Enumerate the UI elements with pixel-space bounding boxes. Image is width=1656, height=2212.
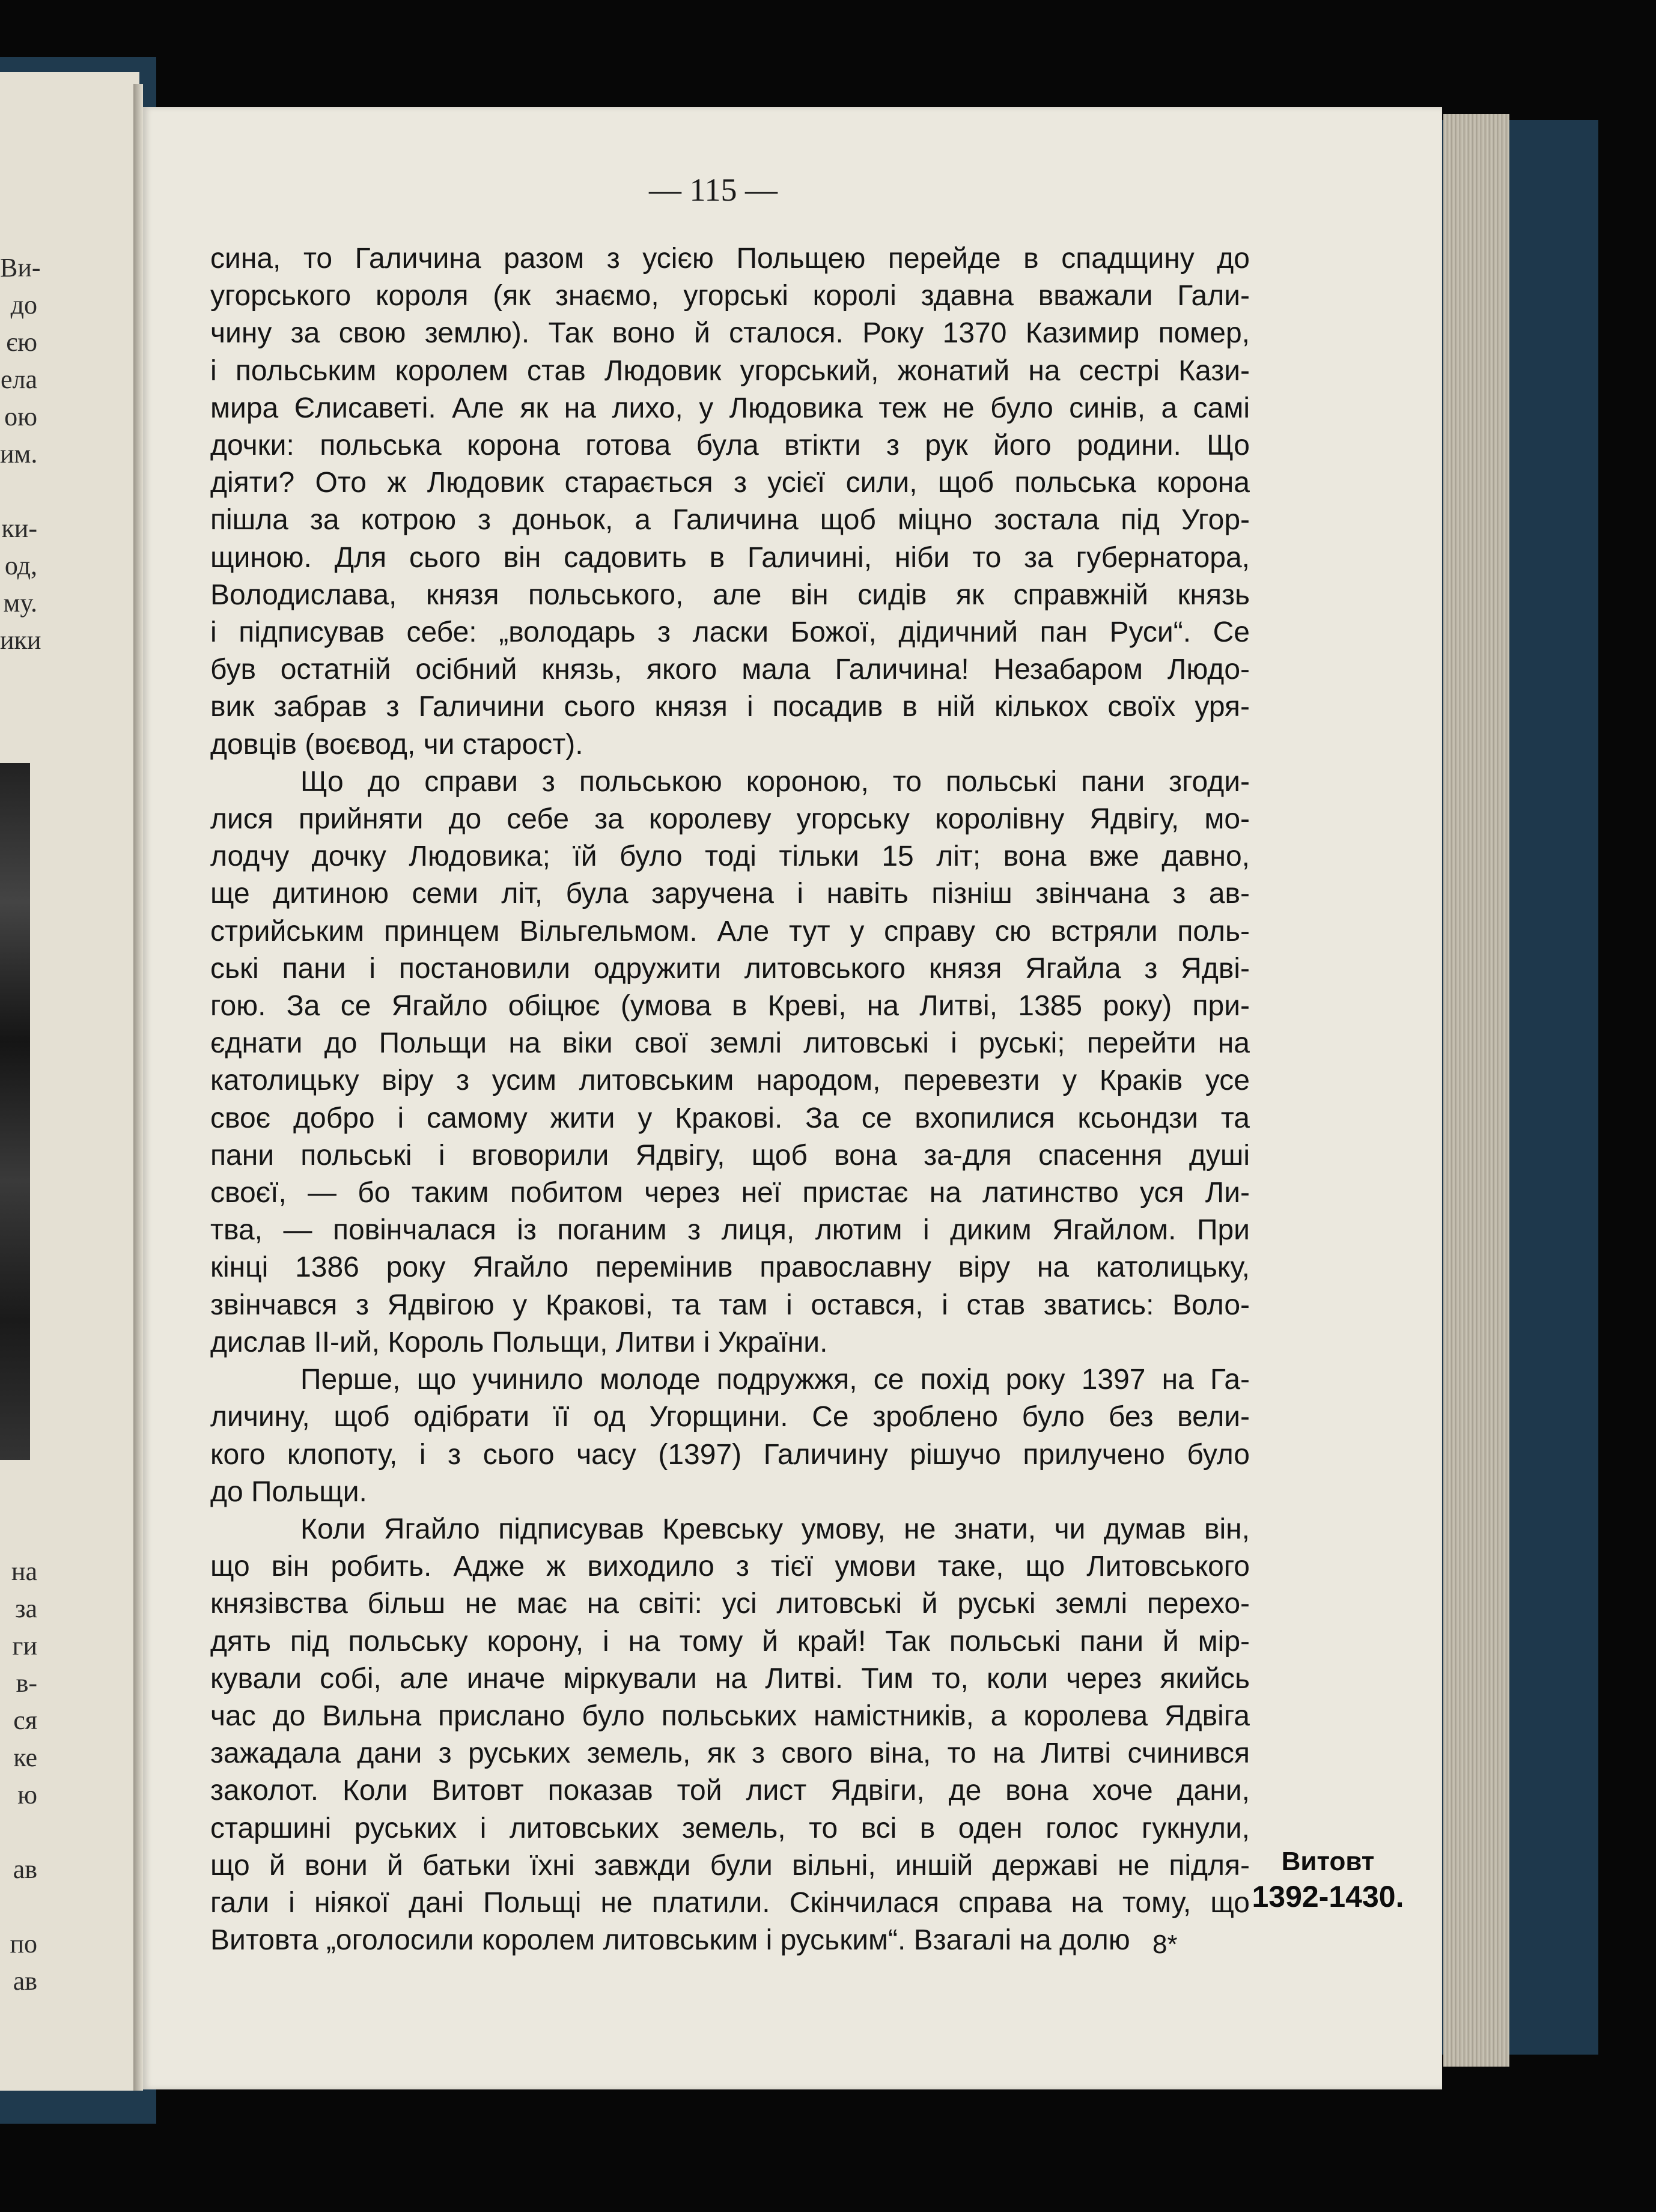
text-line: кували собі, але иначе міркували на Литві. Тим то, коли через якийсь — [210, 1662, 1250, 1695]
left-page-fragment: од, — [4, 551, 37, 580]
margin-note-years: 1392-1430. — [1252, 1880, 1404, 1913]
paragraph — [210, 240, 1250, 764]
text-line: своє добро і самому жити у Кракові. За се вхопилися ксьондзи та — [210, 1102, 1250, 1134]
text-line: лися прийняти до себе за королеву угорську королівну Ядвігу, мо- — [210, 803, 1250, 836]
text-line: ські пани і постановили одружити литовського князя Ягайла з Ядві- — [210, 952, 1250, 985]
text-line: єднати до Польщи на віки свої землі литовські і руські; перейти на — [210, 1027, 1250, 1060]
text-line: кого клопоту, і з сього часу (1397) Галичину рішучо прилучено було — [210, 1438, 1250, 1471]
left-page-fragment: в- — [16, 1668, 37, 1698]
text-line: зажадала дани з руських земель, як з свого віна, то на Литві счинився — [210, 1737, 1250, 1770]
text-line: що й вони й батьки їхні завжди були вільні, иншій державі не підля- — [210, 1849, 1250, 1882]
text-line: вик забрав з Галичини сього князя і посадив в ній кількох своїх уря- — [210, 691, 1250, 723]
page-edges — [1443, 114, 1509, 2067]
text-line: ще дитиною семи літ, була заручена і навіть пізніш звінчана з ав- — [210, 878, 1250, 910]
left-page-fragment: ю — [17, 1780, 37, 1809]
text-line: Володислава, князя польського, але він сидів як справжній князь — [210, 579, 1250, 611]
text-line: чину за свою землю). Так воно й сталося. Року 1370 Казимир помер, — [210, 317, 1250, 350]
text-line: довців (воєвод, чи старост). — [210, 728, 583, 761]
text-line: і польським королем став Людовик угорський, жонатий на сестрі Кази- — [210, 354, 1250, 387]
text-line: що він робить. Адже ж виходило з тієї умови таке, що Литовського — [210, 1551, 1250, 1583]
text-line: до Польщи. — [210, 1475, 367, 1508]
left-page-fragment: ав — [13, 1855, 37, 1884]
signature-mark: 8* — [1152, 1930, 1178, 1959]
text-line: угорського короля (як знаємо, угорські королі здавна вважали Гали- — [210, 280, 1250, 312]
text-line: дочки: польська корона готова була втікти з рук його родини. Що — [210, 430, 1250, 462]
left-page-fragment: ги — [12, 1631, 37, 1661]
book-gutter — [133, 84, 143, 2091]
left-page — [0, 72, 139, 2091]
left-page-fragment: ке — [13, 1743, 37, 1772]
left-page-fragment: єю — [6, 327, 37, 357]
left-page-photo — [0, 763, 30, 1460]
text-line: стрийським принцем Вільгельмом. Але тут у справу сю встряли поль- — [210, 915, 1250, 947]
text-line: личину, щоб одібрати її од Угорщини. Се зроблено було без вели- — [210, 1401, 1250, 1433]
left-page-fragment: ела — [0, 365, 37, 394]
text-line: пішла за котрою з доньок, а Галичина щоб міцно зостала під Угор- — [210, 504, 1250, 536]
text-line: звінчався з Ядвігою у Кракові, та там і остався, і став зватись: Воло- — [210, 1289, 1250, 1321]
text-line: діяти? Ото ж Людовик старається з усієї сили, щоб польська корона — [210, 467, 1250, 499]
text-line: гали і ніякої дані Польщі не платили. Скінчилася справа на тому, що — [210, 1886, 1250, 1919]
text-line: Витовта „оголосили королем литовським і руським“. Взагалі на долю — [210, 1924, 1130, 1957]
text-line: час до Вильна прислано було польських намістників, а королева Ядвіга — [210, 1700, 1250, 1732]
text-line: Що до справи з польською короною, то польські пани згоди- — [300, 765, 1250, 798]
text-line: щиною. Для сього він садовить в Галичині, ніби то за губернатора, — [210, 541, 1250, 574]
margin-note-name: Витовт — [1281, 1847, 1375, 1876]
left-page-fragment: ки- — [1, 514, 37, 543]
body-text — [210, 240, 1250, 1959]
text-line: дять під польську корону, і на тому й край! Так польські пани й мір- — [210, 1625, 1250, 1657]
text-line: Коли Ягайло підписував Кревську умову, не знати, чи думав він, — [300, 1513, 1250, 1545]
text-line: католицьку віру з усим литовським народом, перевезти у Краків усе — [210, 1065, 1250, 1097]
paragraph — [210, 1361, 1250, 1511]
left-page-fragment: за — [15, 1594, 37, 1623]
text-line: був остатній осібний князь, якого мала Галичина! Незабаром Людо- — [210, 654, 1250, 686]
text-line: гою. За се Ягайло обіцює (умова в Креві, на Литві, 1385 року) при- — [210, 990, 1250, 1022]
left-page-fragment: ою — [4, 402, 37, 431]
text-line: сина, то Галичина разом з усією Польщею перейде в спадщину до — [210, 243, 1250, 275]
left-page-fragment: на — [11, 1557, 37, 1586]
text-line: лодчу дочку Людовика; їй було тоді тільки 15 літ; вона вже давно, — [210, 840, 1250, 873]
paragraph — [210, 764, 1250, 1361]
text-line: заколот. Коли Витовт показав той лист Ядвіги, де вона хоче дани, — [210, 1775, 1250, 1807]
text-line: кінці 1386 року Ягайло перемінив православну віру на католицьку, — [210, 1251, 1250, 1284]
left-page-fragment: му. — [3, 588, 37, 618]
text-line: мира Єлисаветі. Але як на лихо, у Людовика теж не було синів, а самі — [210, 392, 1250, 424]
text-line: старшині руських і литовських земель, то всі в оден голос гукнули, — [210, 1812, 1250, 1844]
left-page-fragment: ся — [13, 1706, 37, 1735]
text-line: дислав II-ий, Король Польщи, Литви і України. — [210, 1326, 828, 1358]
text-line: пани польські і вговорили Ядвігу, щоб вона за-для спасення душі — [210, 1139, 1250, 1171]
text-line: і підписував себе: „володарь з ласки Божої, дідичний пан Руси“. Се — [210, 616, 1250, 649]
left-page-fragment: ики — [0, 625, 41, 655]
left-page-fragment: ав — [13, 1966, 37, 1996]
text-line: своєї, — бо таким побитом через неї пристає на латинство уся Ли- — [210, 1177, 1250, 1209]
left-page-fragment: им. — [0, 439, 38, 469]
text-line: Перше, що учинило молоде подружжя, се похід року 1397 на Га- — [300, 1364, 1250, 1396]
left-page-fragment: по — [10, 1929, 37, 1958]
left-page-fragment: Ви- — [0, 253, 41, 282]
text-line: тва, — повінчалася із поганим з лиця, лютим і диким Ягайлом. При — [210, 1214, 1250, 1247]
margin-note — [1250, 1844, 1406, 1914]
text-line: князівства більш не має на світі: усі литовські й руські землі перехо- — [210, 1588, 1250, 1620]
paragraph — [210, 1511, 1250, 1959]
page-number: — 115 — — [649, 172, 778, 208]
left-page-fragment: до — [10, 290, 37, 320]
